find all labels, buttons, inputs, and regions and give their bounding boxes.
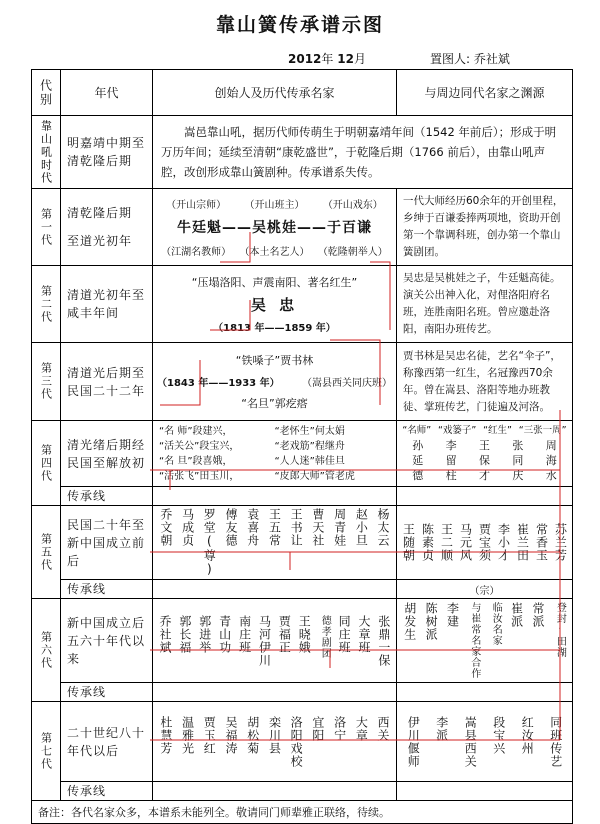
gen6-left-7: 贾福正 [277,614,292,654]
gen4-name-r2c2: 留 [445,454,457,467]
gen4-name-r1c1: 孙 [412,439,424,452]
gen4-title-1: “名师” [402,425,432,436]
gen5-left-10: 赵小旦 [354,508,369,547]
gen7-relations [397,702,573,782]
gen7-left-3: 贾玉红 [202,715,217,755]
gen4-lineage-left [153,487,397,506]
gen5-left-4: 傅友德 [224,508,239,547]
gen6-row [32,599,573,683]
gen3-notes: 贾书林是吴忠名徒，艺名“伞子”，称豫西第一红生，名冠豫西70余年。曾在嵩县、洛阳等地办班教徒、掌班传艺，门徒遍及河洛。 [397,343,573,421]
gen6-lineage-label: 传承线 [61,683,153,702]
gen4-left-3b: “人人迷”韩佳旦 [274,455,345,467]
gen6-lineage-right [397,683,573,702]
gen4-left-4b: “皮郎大师”管老虎 [274,470,355,482]
gen4-name-r2c1: 延 [412,454,424,467]
gen4-left-2b: “老戏筋”程继舟 [274,440,345,452]
gen6-label: 第六代 [32,599,61,702]
gen7-lineage-right [397,782,573,801]
gen1-role-top-2: （开山班主） [244,200,305,211]
gen4-title-2: “戏篓子” [438,425,477,436]
gen4-name-r2c3: 保 [478,454,490,467]
gen4-founders [153,421,397,487]
gen2-notes: 吴忠是吴桃娃之子，牛廷魁高徒。演关公出神入化，对俚洛阳府名班，连胜南阳名班。曾应邀赴洛阳，南阳办班传艺。 [397,266,573,343]
year: 2012 [288,52,322,66]
header-row [32,70,573,116]
gen4-right-names [399,436,570,485]
gen6-left-11: 大章班 [357,614,372,654]
gen7-left-6: 栾川县 [267,715,282,755]
month: 12 [337,52,354,66]
gen7-left-7: 洛阳戏校 [289,715,304,768]
gen5-founders [153,506,397,580]
gen5-right-2: 陈素贞 [420,523,435,562]
gen5-right-1: 王随朝 [401,523,416,562]
gen5-lineage-row [32,580,573,599]
gen4-name-r1c3: 王 [478,439,490,452]
gen5-right-4: 马元风 [458,523,473,562]
gen6-right-5: 临汝名家 [490,602,502,646]
gen4-name-r2c4: 同 [512,454,524,467]
gen0-row [32,116,573,189]
gen2-row [32,266,573,343]
page-title: 靠山簧传承谱示图 [215,14,384,36]
gen7-period: 二十世纪八十年代以后 [61,702,153,782]
gen7-right-3: 嵩县西关 [463,715,478,768]
gen4-name-r1c2: 李 [445,439,457,452]
gen4-name-r3c1: 德 [412,469,424,482]
gen5-relations [397,506,573,580]
gen7-left-9: 洛宁 [332,715,347,742]
gen3-years: （1843 年——1933 年） [157,378,280,389]
gen6-left-2: 郭长福 [177,614,192,654]
gen1-period-end: 至道光初年 [67,234,133,248]
header-gen: 代别 [32,70,61,116]
gen1-founder-chain: 牛廷魁——吴桃娃——于百谦 [177,220,372,236]
gen1-label: 第一代 [32,189,61,266]
footer-row [32,801,573,824]
gen4-right-titles [399,422,570,436]
gen7-left-cols [155,716,394,768]
gen7-right-4: 段宝兴 [491,715,506,755]
gen7-left-1: 杜慧芳 [158,715,173,755]
gen1-role-top-3: （开山戏东） [322,200,383,211]
gen7-right-cols [399,716,570,768]
gen5-right-extra: （宗） [469,585,500,597]
gen6-left-4: 青山功 [217,614,232,654]
gen7-left-11: 西关 [376,715,391,742]
gen6-right-4: 与崔常名家合作 [468,602,480,679]
gen4-name-r1c5: 周 [545,439,557,452]
gen1-notes: 一代大师经历60余年的开创里程，乡绅于百谦委捧两项地，资助开创第一个靠调科班，创办第一个靠山簧剧团。 [397,189,573,266]
gen6-left-9: 德孝剧团 [319,614,331,659]
gen2-label: 第二代 [32,266,61,343]
gen5-lineage-label: 传承线 [61,580,153,599]
gen4-row [32,421,573,487]
header-period: 年代 [61,70,153,116]
gen7-row [32,702,573,782]
month-unit: 月 [353,52,366,66]
gen6-left-5: 南庄班 [237,614,252,654]
gen4-name-r2c5: 海 [545,454,557,467]
gen3-other: “名旦”郭疙瘩 [241,397,308,410]
gen1-period [61,189,153,266]
year-unit: 年 [321,52,334,66]
gen3-troupe: （嵩县西关同庆班） [302,378,392,389]
date-line [288,50,366,67]
gen7-label: 第七代 [32,702,61,801]
gen4-lineage-row [32,487,573,506]
gen4-title-3: “红生” [483,425,512,436]
gen3-founders [153,343,397,421]
gen1-role-bottom-1: （江湖名教师） [161,247,232,258]
gen1-role-bottom-3: （乾隆朝举人） [317,247,388,258]
gen4-label: 第四代 [32,421,61,506]
gen6-left-cols [155,615,394,667]
gen6-right-2: 陈树派 [424,602,439,641]
gen3-period: 清道光后期至民国二十二年 [61,343,153,421]
gen2-period: 清道光初年至咸丰年间 [61,266,153,343]
gen5-lineage-left [153,580,397,599]
gen1-role-bottom-2: （本土名艺人） [239,247,310,258]
gen1-period-start: 清乾隆后期 [67,206,133,220]
gen6-right-8: 登封·田湖 [554,602,566,658]
gen3-row [32,343,573,421]
gen0-label: 靠山吼时代 [32,116,61,189]
gen7-left-10: 大章 [354,715,369,742]
gen6-left-10: 同庄班 [337,614,352,654]
gen0-period: 明嘉靖中期至清乾隆后期 [61,116,153,189]
gen5-left-2: 马成贞 [180,508,195,547]
gen4-left-1a: “名 师”段建兴， [159,425,233,437]
gen5-lineage-right [397,580,573,599]
gen6-left-6: 马河伊川 [257,614,272,667]
lineage-table [31,69,573,824]
header-founders: 创始人及历代传承名家 [153,70,397,116]
gen7-left-2: 温雅光 [180,715,195,755]
gen4-title-4: “三张一周” [518,425,567,436]
gen5-right-9: 苏兰芳 [553,523,568,562]
gen4-period: 清光绪后期经民国至解放初 [61,421,153,487]
gen2-name: 吴 忠 [250,296,299,314]
gen6-left-12: 张鼎一保 [376,614,391,667]
gen4-name-r3c5: 水 [545,469,557,482]
gen6-right-cols [399,602,570,679]
gen6-right-7: 常派 [530,602,545,628]
gen5-left-8: 曹天社 [310,508,325,547]
gen7-lineage-left [153,782,397,801]
gen5-right-6: 李小才 [496,523,511,562]
gen0-description: 嵩邑靠山吼，据历代师传萌生于明朝嘉靖年间（1542 年前后）；形成于明万历年间；延续至清朝“康乾盛世”，于乾隆后期（1766 前后），由靠山吼声腔，改创形成靠山簧剧种。传承谱系失传。 [153,116,573,189]
gen1-founders [153,189,397,266]
gen5-label: 第五代 [32,506,61,599]
gen4-name-r3c3: 才 [478,469,490,482]
gen1-role-top-1: （开山宗师） [166,200,227,211]
gen7-lineage-label: 传承线 [61,782,153,801]
footer-note: 备注：各代名家众多，本谱系未能列全。敬请同门师辈雅正联络，待续。 [32,801,573,824]
gen4-left-2a: “活关公”段宝兴， [159,440,240,452]
gen1-row [32,189,573,266]
gen5-left-7: 王书让 [289,508,304,547]
gen4-relations [397,421,573,487]
gen6-left-1: 乔社斌 [157,614,172,654]
gen2-tagline: “压塌洛阳、声震南阳、著名红生” [191,276,358,289]
gen7-left-8: 宜阳 [310,715,325,742]
gen6-founders [153,599,397,683]
gen6-lineage-left [153,683,397,702]
gen5-left-3: 罗堂(尊) [202,508,217,577]
gen5-left-5: 袁喜舟 [245,508,260,547]
gen5-left-11: 杨太云 [376,508,391,547]
gen5-right-3: 王二顺 [439,523,454,562]
gen7-right-6: 同班传艺 [548,715,563,768]
gen7-right-5: 红汝州 [520,715,535,755]
gen6-lineage-row [32,683,573,702]
gen4-name-r3c4: 庆 [512,469,524,482]
gen5-right-cols [399,523,570,562]
gen6-right-1: 胡发生 [402,602,417,641]
gen3-label: 第三代 [32,343,61,421]
gen4-left-grid [155,424,394,484]
gen2-years: （1813 年——1859 年） [213,323,336,334]
gen7-left-4: 吴福涛 [224,715,239,755]
gen6-right-6: 崔派 [509,602,524,628]
gen5-right-7: 崔兰田 [515,523,530,562]
gen6-left-3: 郭进举 [197,614,212,654]
header-relations: 与周边同代名家之渊源 [397,70,573,116]
gen6-period: 新中国成立后五六十年代以来 [61,599,153,683]
gen4-name-r1c4: 张 [512,439,524,452]
gen2-founders [153,266,397,343]
gen4-left-3a: “名 旦”段喜娥， [159,455,233,467]
gen5-right-5: 贾宝须 [477,523,492,562]
gen7-lineage-row [32,782,573,801]
gen4-lineage-label: 传承线 [61,487,153,506]
gen5-left-cols [155,508,394,577]
author-name: 乔社斌 [473,52,510,66]
gen6-relations [397,599,573,683]
gen7-right-1: 伊川偃师 [406,715,421,768]
gen6-left-8: 王晓娥 [297,614,312,654]
gen5-right-8: 常香玉 [534,523,549,562]
gen4-lineage-right [397,487,573,506]
gen5-row [32,506,573,580]
gen7-right-2: 李派 [434,715,449,742]
gen5-left-1: 乔文朝 [158,508,173,547]
gen4-left-1b: “老怀生”何太娟 [274,425,345,437]
gen6-right-3: 李建 [445,602,460,628]
author-label: 置图人: [430,52,471,66]
gen4-left-4a: “活张飞”田玉川， [159,470,240,482]
gen5-period: 民国二十年至新中国成立前后 [61,506,153,580]
gen5-left-9: 周青娃 [332,508,347,547]
gen7-left-5: 胡松菊 [245,715,260,755]
author-line [430,50,510,67]
gen5-left-6: 王五常 [267,508,282,547]
gen4-name-r3c2: 柱 [445,469,457,482]
gen3-nickname: “铁嗓子”贾书林 [235,354,314,367]
gen7-founders [153,702,397,782]
